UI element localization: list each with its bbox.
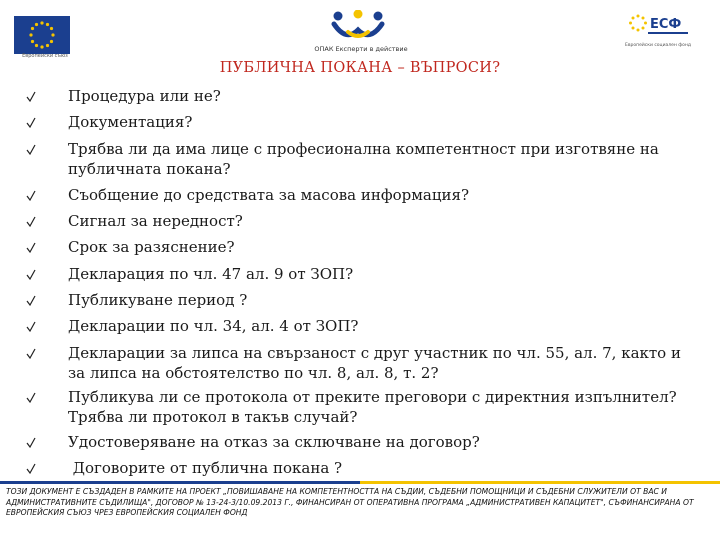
checkmark-icon — [26, 348, 36, 359]
list-item — [26, 139, 696, 179]
checkmark-icon — [26, 437, 36, 448]
list-item-text: Декларация по чл. 47 ал. 9 от ЗОП? — [68, 264, 354, 283]
list-item-text: Удостоверяване на отказ за сключване на договор? — [68, 432, 480, 451]
list-item-text: Процедура или не? — [68, 87, 221, 105]
list-item-text: Срок за разяснение? — [68, 238, 235, 257]
list-item-text: Договорите от публична покана ? — [68, 458, 343, 477]
list-item — [26, 112, 696, 132]
checkmark-icon — [26, 392, 36, 403]
list-item-text: Сигнал за нередност? — [68, 212, 243, 231]
list-item-text: Публикува ли се протокола от преките преговори с директния изпълнител? Трябва ли протокол в такъв случай? — [68, 388, 677, 427]
eu-flag-logo — [14, 16, 70, 54]
list-item — [26, 343, 696, 383]
list-item — [26, 387, 696, 427]
checkmark-icon — [26, 295, 36, 306]
list-item-text: Публикуване период ? — [68, 291, 248, 310]
esf-caption: Европейски социален фонд — [625, 43, 691, 48]
esf-logo — [626, 12, 690, 42]
list-item-text: Съобщение до средствата за масова информация? — [68, 185, 470, 204]
checkmark-icon — [26, 463, 36, 474]
list-item-text: Документация? — [68, 113, 193, 132]
list-item — [26, 316, 696, 336]
slide-title: ПУБЛИЧНА ПОКАНА – ВЪПРОСИ? — [219, 60, 501, 76]
list-item — [26, 86, 696, 106]
checkmark-icon — [26, 269, 36, 280]
list-item — [26, 211, 696, 231]
list-item — [26, 237, 696, 257]
checkmark-icon — [26, 190, 36, 201]
footer-divider-yellow — [360, 481, 720, 484]
list-item — [26, 458, 696, 478]
list-item — [26, 185, 696, 205]
opak-caption: ОПАК Експерти в действие — [314, 45, 408, 53]
eu-caption: Европейски съюз — [22, 53, 68, 59]
checkmark-icon — [26, 144, 36, 155]
footer-divider-blue — [0, 481, 360, 484]
list-item — [26, 264, 696, 284]
list-item — [26, 290, 696, 310]
checkmark-icon — [26, 216, 36, 227]
list-item — [26, 432, 696, 452]
checkmark-icon — [26, 91, 36, 102]
esf-logo-text: ЕСФ — [650, 17, 682, 32]
questions-list — [26, 86, 696, 484]
list-item-text: Декларации за липса на свързаност с друг участник по чл. 55, ал. 7, както и за липса на обстоятелство по чл. 8, ал. 8, т. 2? — [68, 343, 681, 382]
opak-logo — [330, 10, 386, 44]
list-item-text: Декларации по чл. 34, ал. 4 от ЗОП? — [68, 317, 359, 336]
checkmark-icon — [26, 321, 36, 332]
checkmark-icon — [26, 117, 36, 128]
list-item-text: Трябва ли да има лице с професионална компетентност при изготвяне на публичната покана? — [68, 139, 659, 178]
checkmark-icon — [26, 242, 36, 253]
footer-disclaimer: ТОЗИ ДОКУМЕНТ Е СЪЗДАДЕН В РАМКИТЕ НА ПРОЕКТ „ПОВИШАВАНЕ НА КОМПЕТЕНТНОСТТА НА СЪДИИ, СЪДЕБНИ ПОМОЩНИЦИ И СЪДЕБНИ СЛУЖИТЕЛИ ОТ ВАС И АДМИНИСТРАТИВНИТЕ СЪДИЛИЩА", ДОГОВОР № 13-24-3/10.09.2013 Г., ФИНАНСИРАН ОТ ОПЕРАТИВНА ПРОГРАМА „АДМИНИСТРАТИВЕН КАПАЦИТЕТ", СЪФИНАНСИРАНА ОТ ЕВРОПЕЙСКИЯ СЪЮЗ ЧРЕЗ ЕВРОПЕЙСКИЯ СОЦИАЛЕН ФОНД — [6, 487, 694, 517]
footer-divider — [0, 481, 720, 484]
